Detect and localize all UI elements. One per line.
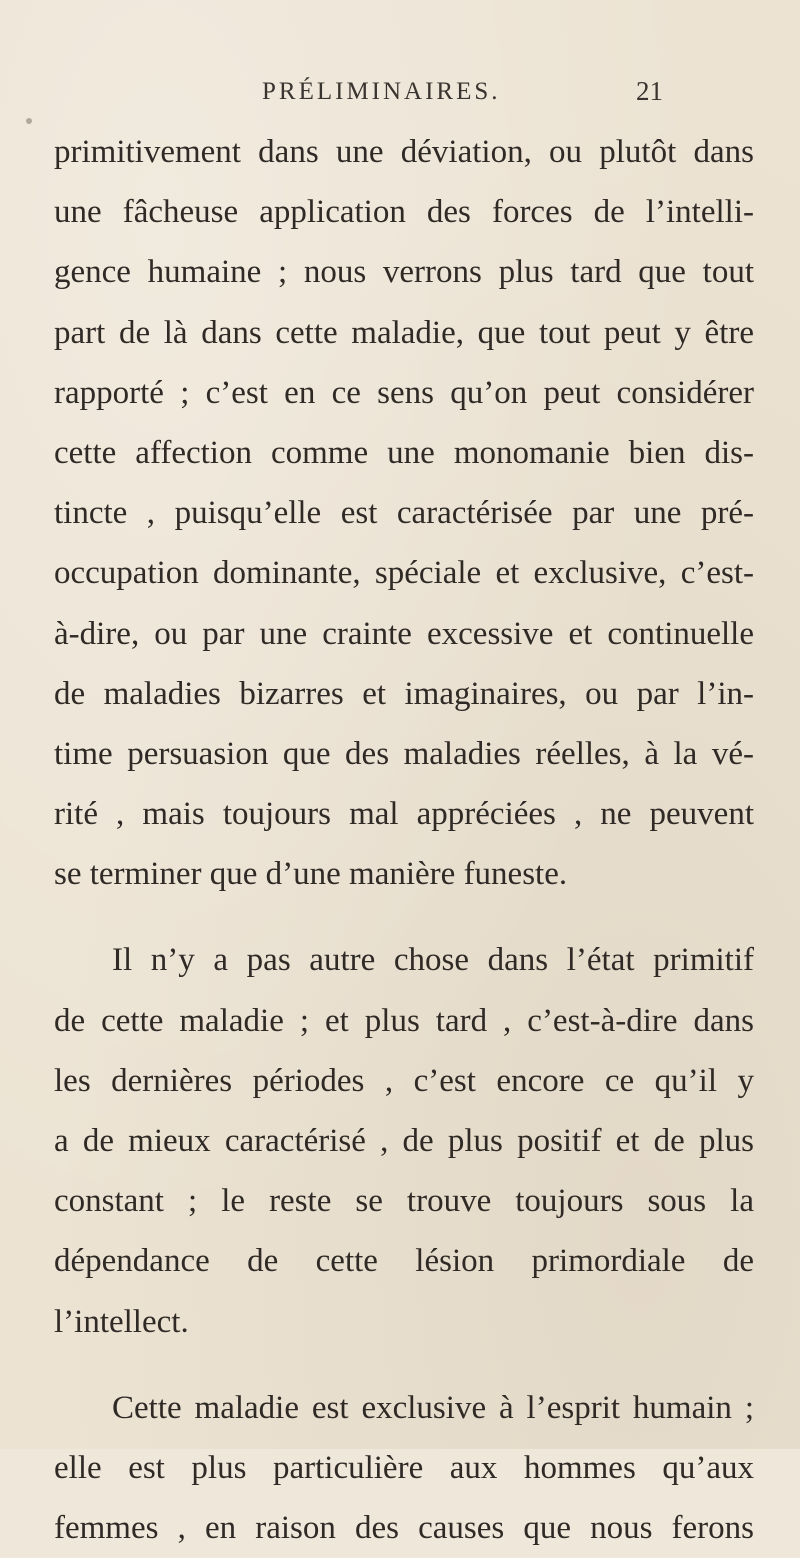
text-line: rité , mais toujours mal appréciées , ne peuvent [54,796,754,833]
text-line: se terminer que d’une manière funeste. [54,856,568,893]
text-line: à-dire, ou par une crainte excessive et continuelle [54,615,754,652]
text-line: time persuasion que des maladies réelles, à la vé- [54,735,754,772]
text-line: occupation dominante, spéciale et exclusive, c’est- [54,555,754,592]
running-title: PRÉLIMINAIRES. [262,78,501,105]
paragraph-gap [54,904,754,930]
text-line: gence humaine ; nous verrons plus tard que tout [54,254,754,291]
ink-spot [26,118,32,124]
text-line: femmes , en raison des causes que nous ferons [54,1510,754,1547]
paragraph-gap [54,1352,754,1378]
text-line: constant ; le reste se trouve toujours sous la [54,1183,754,1220]
body-text [54,122,754,1558]
paragraph [54,122,754,904]
paragraph [54,930,754,1351]
text-line: part de là dans cette maladie, que tout peut y être [54,314,754,351]
text-line: les dernières périodes , c’est encore ce qu’il y [54,1062,754,1099]
text-line: a de mieux caractérisé , de plus positif et de plus [54,1123,754,1159]
text-line: dépendance de cette lésion primordiale de [54,1243,754,1280]
text-line: de maladies bizarres et imaginaires, ou par l’in- [54,675,754,712]
text-line: une fâcheuse application des forces de l’intelli- [54,194,754,231]
text-line: tincte , puisqu’elle est caractérisée par une pré- [54,495,754,532]
text-line: cette affection comme une monomanie bien dis- [54,434,754,471]
text-line: de cette maladie ; et plus tard , c’est-à-dire dans [54,1002,754,1039]
page-number: 21 [636,76,663,106]
text-line: l’intellect. [54,1303,189,1340]
text-line: primitivement dans une déviation, ou plutôt dans [54,134,754,170]
text-line: Cette maladie est exclusive à l’esprit humain ; [112,1389,754,1426]
text-line: elle est plus particulière aux hommes qu’aux [54,1449,754,1486]
paragraph [54,1378,754,1558]
text-line: rapporté ; c’est en ce sens qu’on peut considérer [54,374,754,411]
text-line: Il n’y a pas autre chose dans l’état primitif [112,942,754,979]
